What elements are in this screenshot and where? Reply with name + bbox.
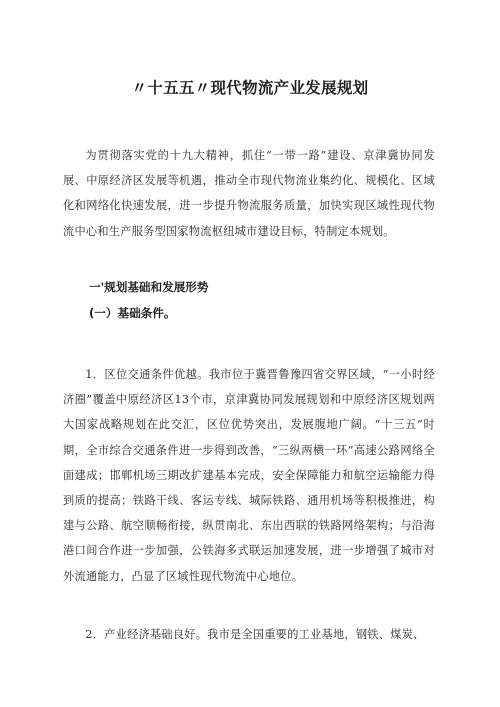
item-1-paragraph: 1．区位交通条件优越。我市位于冀晋鲁豫四省交界区域，“一小时经济圈”覆盖中原经济区13个市，京津冀协同发展规划和中原经济区规划两大国家战略规划在此交汇，区位优势突出，发展腹地广阔。“十三五”时期，全市综合交通条件进一步得到改善，“三纵两横一环”高速公路网络全面建成；邯郸机场三期改扩建基本完成，安全保障能力和航空运输能力得到质的提高；铁路干线、客运专线、城际铁路、通用机场等积极推进，构建与公路、航空顺畅衔接，纵贯南北、东出西联的铁路网络架构；与沿海港口间合作进一步加强，公铁海多式联运加速发展，进一步增强了城市对外流通能力，凸显了区域性现代物流中心地位。 (63, 368, 435, 583)
intro-paragraph: 为贯彻落实党的十九大精神，抓住“一带一路”建设、京津冀协同发展、中原经济区发展等机遇，推动全市现代物流业集约化、规模化、区域化和网络化快速发展，进一步提升物流服务质量，加快实现区域性现代物流中心和生产服务型国家物流枢纽城市建设目标，特制定本规划。 (63, 149, 435, 238)
item-2-paragraph: 2．产业经济基础良好。我市是全国重要的工业基地，钢铁、煤炭、 (85, 628, 425, 641)
document-title: 〃十五五〃现代物流产业发展规划 (131, 79, 369, 97)
subsection-heading: (一）基础条件。 (89, 306, 176, 320)
section-heading: 一'规划基础和发展形势 (89, 280, 209, 294)
